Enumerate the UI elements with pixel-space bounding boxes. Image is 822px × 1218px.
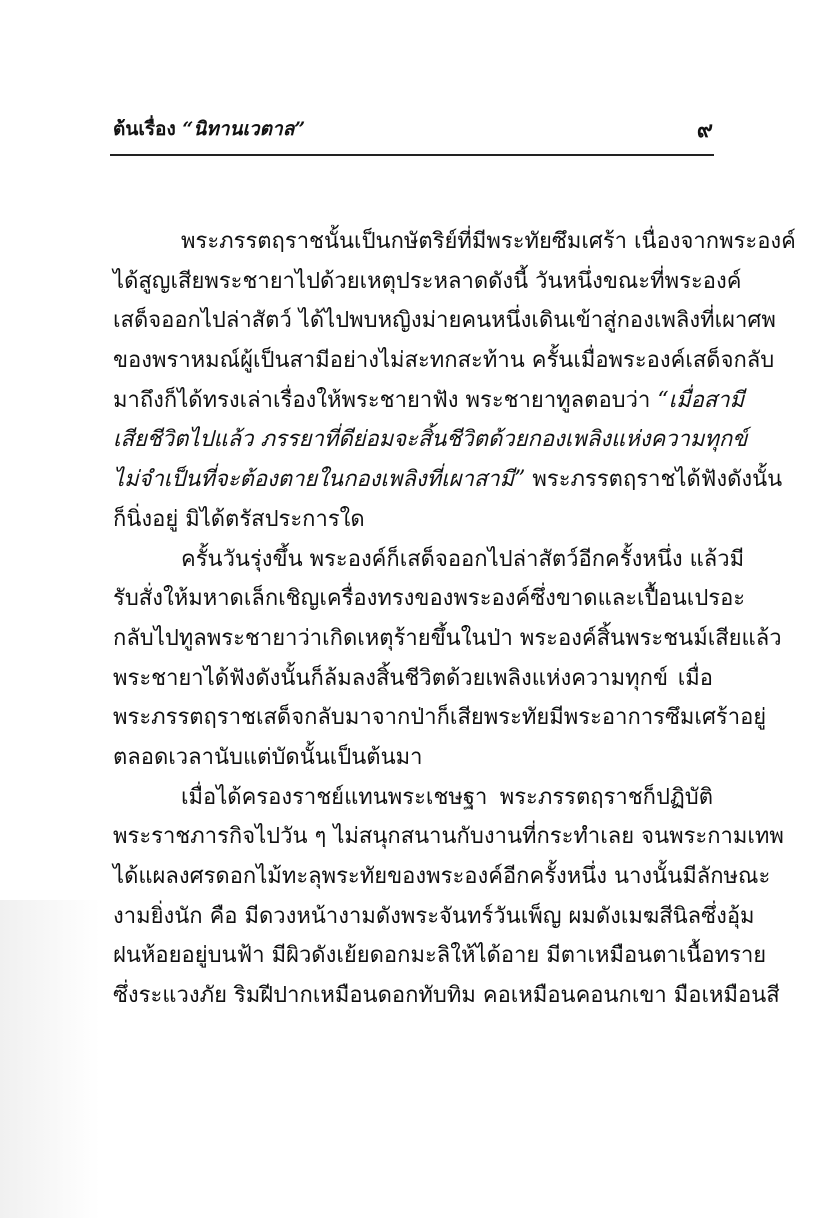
text-line — [113, 341, 775, 381]
line-text: พระภรรตฤราชได้ฟังดังนั้น — [525, 467, 783, 493]
text-line — [113, 659, 713, 699]
text-line — [113, 579, 746, 619]
line-text: พระชายาได้ฟังดังนั้นก็ล้มลงสิ้นชีวิตด้วยเพลิงแห่งความทุกข์ เมื่อ — [113, 665, 713, 691]
header-rule — [110, 154, 714, 156]
line-text: ซึ่งระแวงภัย ริมฝีปากเหมือนดอกทับทิม คอเหมือนคอนกเขา มือเหมือนสี — [113, 983, 780, 1009]
header-prefix: ต้นเรื่อง — [113, 118, 183, 140]
line-text: เมื่อได้ครองราชย์แทนพระเชษฐา พระภรรตฤราชก็ปฏิบัติ — [181, 784, 713, 810]
text-line — [113, 460, 783, 500]
line-text: ครั้นวันรุ่งขึ้น พระองค์ก็เสด็จออกไปล่าสัตว์อีกครั้งหนึ่ง แล้วมี — [181, 546, 745, 572]
text-line — [113, 738, 713, 778]
text-line — [113, 976, 780, 1016]
line-text: พระภรรตฤราชนั้นเป็นกษัตริย์ที่มีพระทัยซึมเศร้า เนื่องจากพระองค์ — [181, 229, 796, 254]
text-line — [113, 897, 755, 937]
text-line — [113, 420, 748, 460]
page-number: ๙ — [696, 117, 713, 143]
body-text — [113, 222, 796, 1016]
line-text: ได้แผลงศรดอกไม้ทะลุพระทัยของพระองค์อีกครั้งหนึ่ง นางนั้นมีลักษณะ — [113, 864, 771, 889]
text-line — [113, 698, 767, 738]
italic-quote: “เมื่อสามี — [657, 387, 745, 413]
text-line — [113, 817, 784, 857]
header-title: “นิทานเวตาล” — [182, 118, 306, 140]
line-text: เสด็จออกไปล่าสัตว์ ได้ไปพบหญิงม่ายคนหนึ่งเดินเข้าสู่กองเพลิงที่เผาศพ — [113, 308, 776, 334]
line-text: ฝนห้อยอยู่บนฟ้า มีผิวดังเย้ยดอกมะลิให้ได้อาย มีตาเหมือนตาเนื้อทราย — [113, 943, 767, 969]
line-text: ตลอดเวลานับแต่บัดนั้นเป็นต้นมา — [113, 744, 423, 770]
line-text: ก็นิ่งอยู่ มิได้ตรัสประการใด — [113, 506, 365, 532]
text-line — [113, 540, 745, 580]
line-text: ได้สูญเสียพระชายาไปด้วยเหตุประหลาดดังนี้ วันหนึ่งขณะที่พระองค์ — [113, 268, 742, 294]
line-text: งามยิ่งนัก คือ มีดวงหน้างามดังพระจันทร์วันเพ็ญ ผมดังเมฆสีนิลซึ่งอุ้ม — [113, 903, 755, 929]
italic-quote: เสียชีวิตไปแล้ว ภรรยาที่ดีย่อมจะสิ้นชีวิตด้วยกองเพลิงแห่งความทุกข์ — [113, 427, 748, 453]
text-line — [113, 857, 771, 897]
running-header — [113, 114, 305, 144]
line-text: ของพราหมณ์ผู้เป็นสามีอย่างไม่สะทกสะท้าน ครั้นเมื่อพระองค์เสด็จกลับ — [113, 348, 775, 374]
text-line — [113, 936, 767, 976]
text-line — [113, 262, 742, 302]
line-text: พระราชภารกิจไปวัน ๆ ไม่สนุกสนานกับงานที่กระทำเลย จนพระกามเทพ — [113, 824, 784, 850]
text-line — [113, 381, 745, 421]
text-line — [113, 778, 713, 818]
line-text: กลับไปทูลพระชายาว่าเกิดเหตุร้ายขึ้นในป่า พระองค์สิ้นพระชนม์เสียแล้ว — [113, 625, 782, 651]
text-line — [113, 500, 713, 540]
scan-shadow — [0, 900, 100, 1218]
line-text: มาถึงก็ได้ทรงเล่าเรื่องให้พระชายาฟัง พระชายาทูลตอบว่า — [113, 387, 658, 413]
italic-quote: ไม่จำเป็นที่จะต้องตายในกองเพลิงที่เผาสามี” — [113, 467, 526, 493]
line-text: รับสั่งให้มหาดเล็กเชิญเครื่องทรงของพระองค์ซึ่งขาดและเปื้อนเปรอะ — [113, 586, 746, 612]
text-line — [113, 619, 782, 659]
text-line — [113, 222, 796, 262]
line-text: พระภรรตฤราชเสด็จกลับมาจากป่าก็เสียพระทัยมีพระอาการซึมเศร้าอยู่ — [113, 705, 767, 731]
text-line — [113, 301, 776, 341]
